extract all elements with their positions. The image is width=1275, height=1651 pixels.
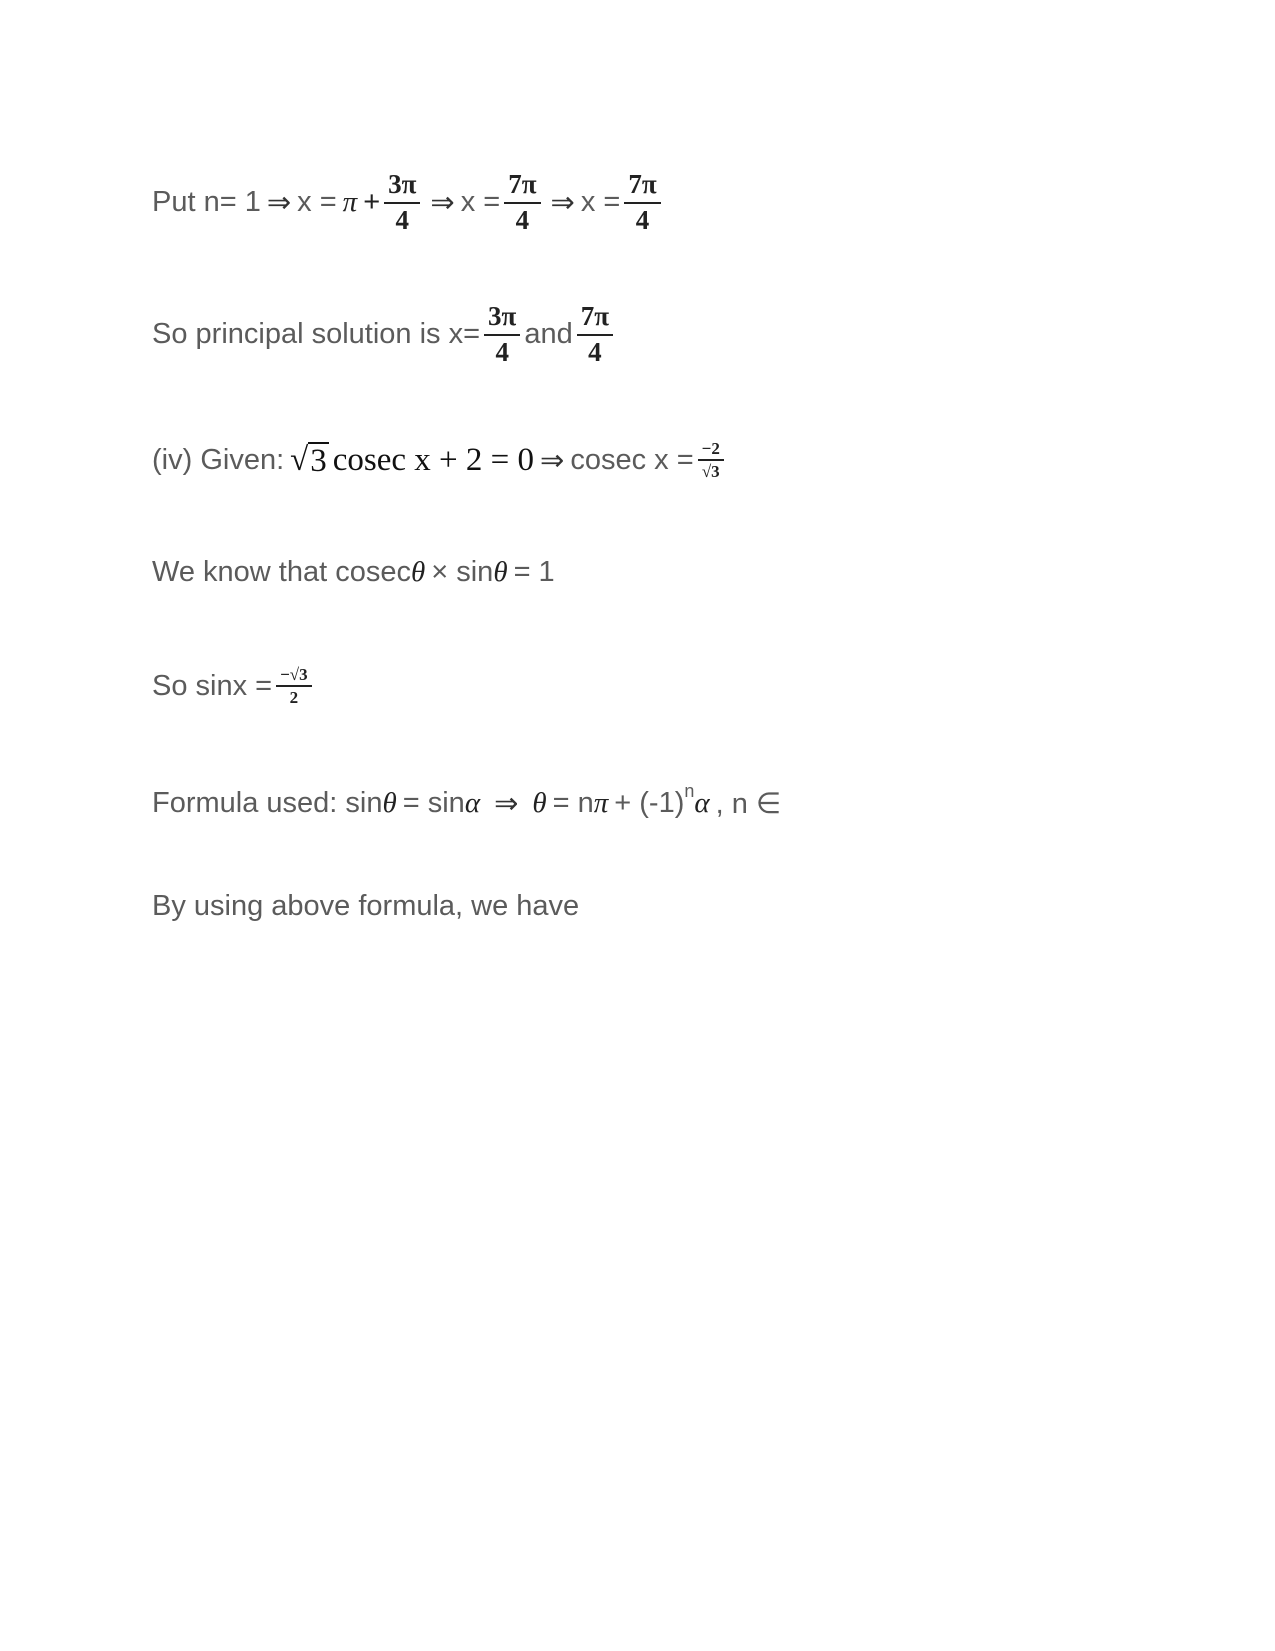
theta-symbol: θ xyxy=(493,556,508,588)
plus-sign: + xyxy=(363,186,381,219)
equation-line-put-n xyxy=(152,168,665,238)
pi-symbol: π xyxy=(593,787,609,819)
cosec-x-equals: cosec x = xyxy=(570,443,694,476)
identity-line xyxy=(152,556,555,589)
minus-one-power-text: + (-1) xyxy=(614,787,685,819)
superscript-n: n xyxy=(684,781,695,801)
implies-arrow: ⇒ xyxy=(550,187,575,220)
x-equals: x = xyxy=(460,186,501,219)
x-equals: x = xyxy=(297,186,337,219)
sqrt-3: √ 3 xyxy=(290,441,327,480)
fraction-minus2-over-root3: $\frac{-2}{√3}$ xyxy=(698,438,724,483)
using-formula-line xyxy=(152,890,579,923)
x-equals: x = xyxy=(580,186,621,219)
formula-line xyxy=(152,781,782,821)
times-sin-text: × sin xyxy=(431,556,494,588)
fraction-3pi-over-4: $\frac{3\pi}{4}$ xyxy=(384,168,420,238)
fraction-3pi-over-4: $\frac{3\pi}{4}$ xyxy=(484,300,520,370)
alpha-symbol: α xyxy=(464,787,481,819)
formula-used-text: Formula used: sin xyxy=(152,787,383,819)
equals-sin-text: = sin xyxy=(402,787,465,819)
cosec-equation: cosec x + 2 = 0 xyxy=(332,441,535,478)
given-label: (iv) Given: xyxy=(152,443,285,476)
principal-solution-text: So principal solution is x= xyxy=(152,318,481,351)
implies-arrow: ⇒ xyxy=(494,788,519,820)
n-element-of-text: , n ∈ xyxy=(715,788,782,820)
theta-symbol: θ xyxy=(382,787,397,819)
equals-n-text: = n xyxy=(552,787,594,819)
sinx-line xyxy=(152,664,316,709)
theta-symbol: θ xyxy=(410,556,426,588)
alpha-symbol: α xyxy=(694,787,710,819)
sinx-equals-text: So sinx = xyxy=(152,669,273,702)
fraction-7pi-over-4: $\frac{7\pi}{4}$ xyxy=(504,168,540,238)
and-text: and xyxy=(524,318,573,351)
fraction-7pi-over-4: $\frac{7\pi}{4}$ xyxy=(577,300,613,370)
fraction-7pi-over-4: $\frac{7\pi}{4}$ xyxy=(624,168,660,238)
pi-symbol: π xyxy=(342,186,358,219)
put-n-text: Put n= 1 xyxy=(152,186,261,219)
implies-arrow: ⇒ xyxy=(540,444,565,477)
given-equation-line xyxy=(152,438,728,483)
identity-text: We know that cosec xyxy=(152,556,411,588)
equals-one-text: = 1 xyxy=(513,556,555,588)
implies-arrow: ⇒ xyxy=(266,187,292,220)
principal-solution-line xyxy=(152,300,617,370)
theta-symbol: θ xyxy=(532,787,547,819)
fraction-minus-root3-over-2: $\frac{-√3}{2}$ xyxy=(276,664,312,709)
using-formula-text: By using above formula, we have xyxy=(152,890,580,922)
implies-arrow: ⇒ xyxy=(430,187,455,220)
